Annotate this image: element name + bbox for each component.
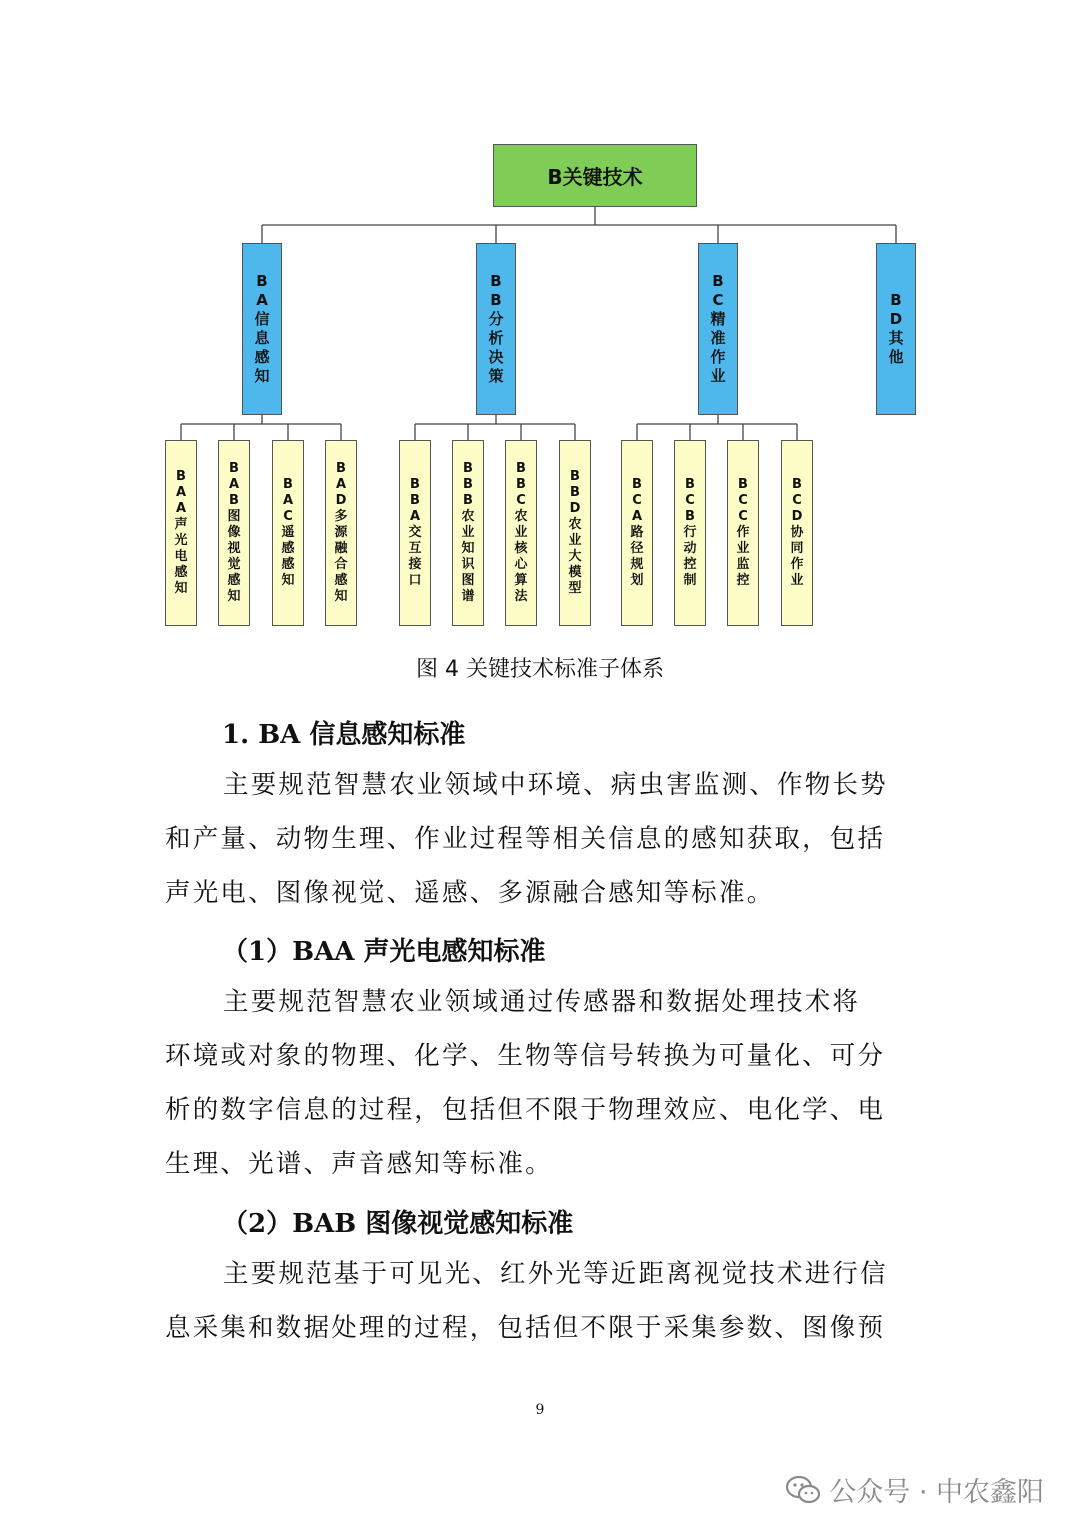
tree-connectors <box>0 0 1080 640</box>
paragraph-line: 声光电、图像视觉、遥感、多源融合感知等标准。 <box>165 878 775 908</box>
paragraph-line: 息采集和数据处理的过程，包括但不限于采集参数、图像预 <box>165 1313 886 1343</box>
leaf-node-bbd: BBD农业大模型 <box>559 440 591 626</box>
leaf-node-bab: BAB图像视觉感知 <box>218 440 250 626</box>
paragraph <box>165 1247 917 1355</box>
branch-node-bc: BC精准作业 <box>698 243 738 415</box>
leaf-node-bbb: BBB农业知识图谱 <box>452 440 484 626</box>
tree-root-node: B关键技术 <box>493 144 697 207</box>
standard-tree-diagram <box>0 0 1080 640</box>
leaf-node-bba: BBA交互接口 <box>399 440 431 626</box>
leaf-node-bcb: BCB行动控制 <box>674 440 706 626</box>
watermark-text: 公众号 · 中农鑫阳 <box>829 1477 1044 1508</box>
subsection-heading: （2）BAB 图像视觉感知标准 <box>222 1209 574 1239</box>
paragraph <box>165 758 917 920</box>
leaf-node-bca: BCA路径规划 <box>621 440 653 626</box>
branch-node-bb: BB分析决策 <box>476 243 516 415</box>
figure-caption: 图 4 关键技术标准子体系 <box>416 657 664 682</box>
branch-node-bd: BD其他 <box>876 243 916 415</box>
leaf-node-bad: BAD多源融合感知 <box>325 440 357 626</box>
subsection-heading: （1）BAA 声光电感知标准 <box>222 937 546 967</box>
branch-node-ba: BA信息感知 <box>242 243 282 415</box>
paragraph-line: 环境或对象的物理、化学、生物等信号转换为可量化、可分 <box>165 1041 886 1071</box>
paragraph-line: 主要规范智慧农业领域通过传感器和数据处理技术将 <box>223 987 861 1017</box>
wechat-icon <box>785 1475 821 1505</box>
leaf-node-bcd: BCD协同作业 <box>781 440 813 626</box>
paragraph-line: 主要规范基于可见光、红外光等近距离视觉技术进行信 <box>223 1259 888 1289</box>
paragraph <box>165 975 917 1191</box>
paragraph-line: 和产量、动物生理、作业过程等相关信息的感知获取，包括 <box>165 824 886 854</box>
page-number: 9 <box>535 1402 545 1418</box>
section-heading: 1. BA 信息感知标准 <box>222 720 466 750</box>
paragraph-line: 生理、光谱、声音感知等标准。 <box>165 1149 553 1179</box>
leaf-node-bcc: BCC作业监控 <box>727 440 759 626</box>
leaf-node-bac: BAC遥感感知 <box>272 440 304 626</box>
leaf-node-bbc: BBC农业核心算法 <box>505 440 537 626</box>
leaf-node-baa: BAA声光电感知 <box>165 440 197 626</box>
paragraph-line: 析的数字信息的过程，包括但不限于物理效应、电化学、电 <box>165 1095 886 1125</box>
paragraph-line: 主要规范智慧农业领域中环境、病虫害监测、作物长势 <box>223 770 888 800</box>
watermark <box>785 1470 1044 1509</box>
